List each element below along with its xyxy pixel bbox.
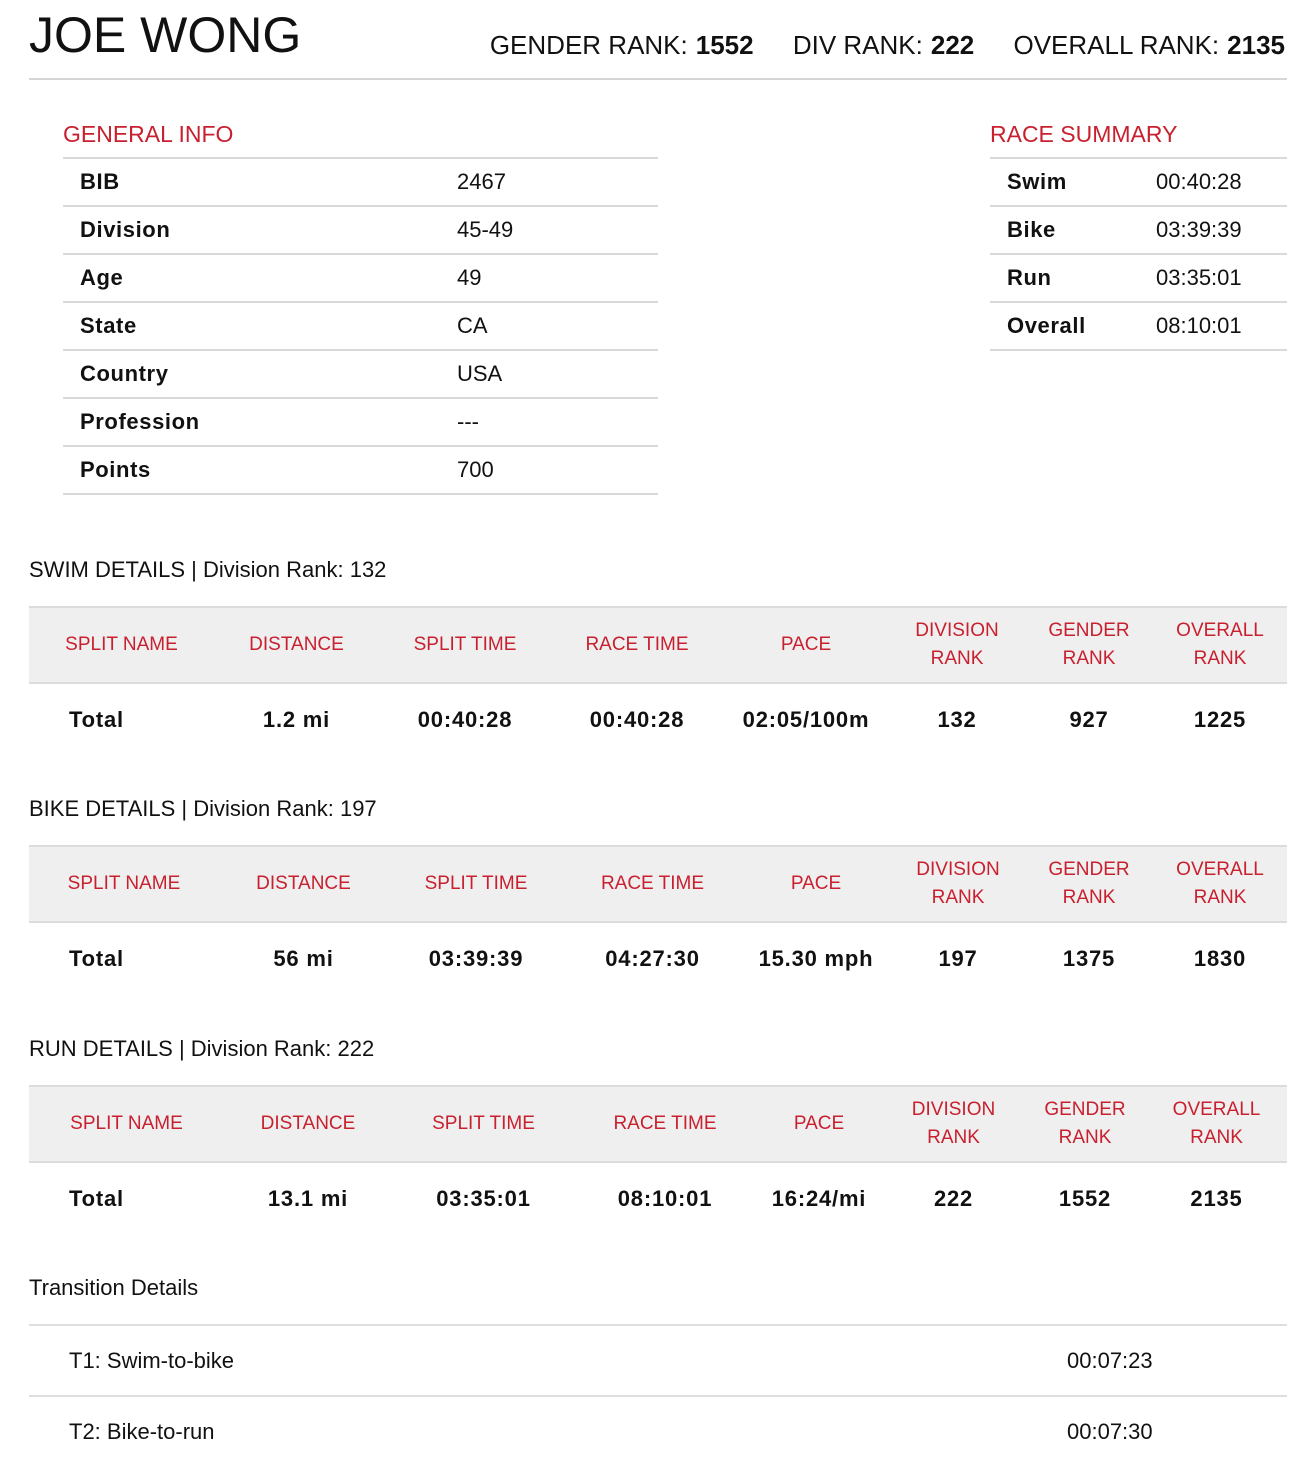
summary-row (990, 302, 1287, 350)
split-time: 03:39:39 (428, 946, 524, 971)
transition-value: 00:07:23 (1067, 1325, 1287, 1396)
col-distance: DISTANCE (224, 1086, 392, 1162)
transition-label: T1: Swim-to-bike (29, 1325, 1067, 1396)
info-value: USA (457, 350, 658, 398)
info-row (63, 254, 658, 302)
distance: 13.1 mi (267, 1186, 349, 1211)
run-details-table (29, 1085, 1287, 1235)
summary-row (990, 254, 1287, 302)
div-rank-value: 222 (930, 30, 975, 60)
athlete-name: JOE WONG (29, 7, 302, 63)
col-gender-rank: GENDER RANK (1025, 607, 1153, 683)
col-overall-rank: OVERALL RANK (1153, 846, 1287, 922)
summary-key: Swim (990, 158, 1156, 206)
col-race-time: RACE TIME (564, 846, 741, 922)
split-time: 00:40:28 (417, 707, 513, 732)
div-rank (793, 30, 974, 60)
bike-details-title: BIKE DETAILS | Division Rank: 197 (29, 796, 377, 821)
col-gender-rank: GENDER RANK (1024, 1086, 1146, 1162)
col-split-name: SPLIT NAME (29, 1086, 224, 1162)
table-row (29, 1162, 1287, 1235)
col-division-rank: DIVISION RANK (889, 607, 1025, 683)
split-name: Total (69, 1186, 124, 1211)
rank-summary (458, 30, 1285, 61)
split-name: Total (69, 707, 124, 732)
col-distance: DISTANCE (219, 846, 388, 922)
transition-value: 00:07:30 (1067, 1396, 1287, 1466)
swim-details-table (29, 606, 1287, 756)
col-split-time: SPLIT TIME (379, 607, 551, 683)
transition-row (29, 1325, 1287, 1396)
col-distance: DISTANCE (214, 607, 379, 683)
col-race-time: RACE TIME (575, 1086, 755, 1162)
info-row (63, 302, 658, 350)
summary-key: Bike (990, 206, 1156, 254)
col-overall-rank: OVERALL RANK (1153, 607, 1287, 683)
info-key: Profession (63, 398, 457, 446)
info-key: BIB (63, 158, 457, 206)
general-info-table (63, 157, 658, 495)
race-time: 04:27:30 (605, 946, 700, 971)
gender-rank: 1375 (1062, 946, 1116, 971)
col-division-rank: DIVISION RANK (883, 1086, 1024, 1162)
table-row (29, 683, 1287, 756)
col-split-name: SPLIT NAME (29, 846, 219, 922)
overall-rank-label: OVERALL RANK: (1013, 30, 1220, 60)
race-summary-title: RACE SUMMARY (990, 121, 1178, 147)
info-value: CA (457, 302, 658, 350)
race-summary-table (990, 157, 1287, 351)
summary-row (990, 206, 1287, 254)
info-row (63, 398, 658, 446)
gender-rank-value: 1552 (695, 30, 754, 60)
col-division-rank: DIVISION RANK (891, 846, 1025, 922)
run-details-title: RUN DETAILS | Division Rank: 222 (29, 1036, 375, 1061)
info-value: 45-49 (457, 206, 658, 254)
split-name: Total (69, 946, 124, 971)
division-rank: 132 (937, 707, 977, 732)
col-pace: PACE (755, 1086, 883, 1162)
overall-rank: 1830 (1193, 946, 1247, 971)
division-rank: 222 (933, 1186, 974, 1211)
col-gender-rank: GENDER RANK (1025, 846, 1153, 922)
info-row (63, 446, 658, 494)
info-row (63, 350, 658, 398)
info-row (63, 158, 658, 206)
col-split-time: SPLIT TIME (388, 846, 564, 922)
overall-rank: 2135 (1190, 1186, 1243, 1211)
summary-value: 00:40:28 (1156, 158, 1287, 206)
transition-table (29, 1324, 1287, 1466)
transition-label: T2: Bike-to-run (29, 1396, 1067, 1466)
info-key: State (63, 302, 457, 350)
col-race-time: RACE TIME (551, 607, 723, 683)
gender-rank (490, 30, 754, 60)
info-key: Age (63, 254, 457, 302)
info-key: Country (63, 350, 457, 398)
pace: 15.30 mph (758, 946, 874, 971)
split-time: 03:35:01 (436, 1186, 531, 1211)
swim-details-title: SWIM DETAILS | Division Rank: 132 (29, 557, 387, 582)
gender-rank-label: GENDER RANK: (489, 30, 688, 60)
summary-key: Run (990, 254, 1156, 302)
table-row (29, 922, 1287, 995)
col-split-name: SPLIT NAME (29, 607, 214, 683)
overall-rank: 1225 (1193, 707, 1247, 732)
distance: 56 mi (273, 946, 334, 971)
athlete-header (29, 0, 1287, 80)
distance: 1.2 mi (262, 707, 331, 732)
col-pace: PACE (741, 846, 891, 922)
summary-value: 03:39:39 (1156, 206, 1287, 254)
info-key: Division (63, 206, 457, 254)
table-header (29, 846, 1287, 922)
summary-row (990, 158, 1287, 206)
table-header (29, 607, 1287, 683)
race-time: 08:10:01 (617, 1186, 713, 1211)
gender-rank: 1552 (1058, 1186, 1112, 1211)
info-value: 700 (457, 446, 658, 494)
summary-key: Overall (990, 302, 1156, 350)
info-value: 2467 (457, 158, 658, 206)
gender-rank: 927 (1069, 707, 1109, 732)
info-row (63, 206, 658, 254)
race-time: 00:40:28 (589, 707, 685, 732)
summary-value: 03:35:01 (1156, 254, 1287, 302)
col-overall-rank: OVERALL RANK (1146, 1086, 1287, 1162)
transition-details-title: Transition Details (29, 1275, 199, 1300)
info-value: --- (457, 398, 658, 446)
pace: 16:24/mi (771, 1186, 867, 1211)
general-info-title: GENERAL INFO (63, 121, 234, 147)
bike-details-table (29, 845, 1287, 995)
summary-value: 08:10:01 (1156, 302, 1287, 350)
division-rank: 197 (938, 946, 978, 971)
col-pace: PACE (723, 607, 889, 683)
transition-row (29, 1396, 1287, 1466)
col-split-time: SPLIT TIME (392, 1086, 575, 1162)
info-key: Points (63, 446, 457, 494)
overall-rank (1013, 30, 1285, 60)
pace: 02:05/100m (742, 707, 870, 732)
table-header (29, 1086, 1287, 1162)
div-rank-label: DIV RANK: (792, 30, 923, 60)
overall-rank-value: 2135 (1227, 30, 1285, 60)
info-value: 49 (457, 254, 658, 302)
